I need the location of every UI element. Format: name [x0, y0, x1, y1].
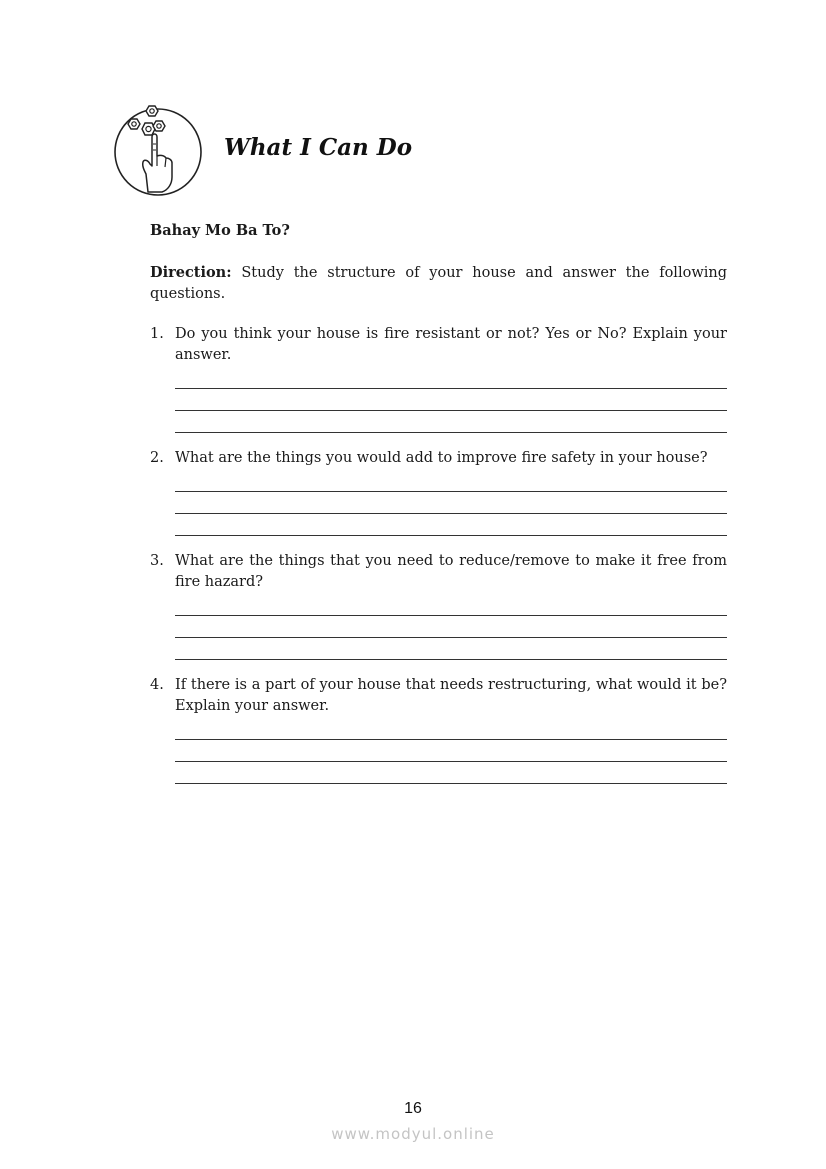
activity-title: Bahay Mo Ba To?	[150, 222, 290, 239]
question-number: 4.	[150, 677, 164, 693]
question-text: Do you think your house is fire resistant or not? Yes or No? Explain your answer.	[175, 326, 727, 363]
question-2	[150, 448, 727, 536]
answer-lines[interactable]	[175, 470, 727, 536]
question-4	[150, 675, 727, 784]
answer-line[interactable]	[175, 616, 727, 638]
answer-line[interactable]	[175, 470, 727, 492]
answer-line[interactable]	[175, 740, 727, 762]
question-number: 1.	[150, 326, 164, 342]
answer-line[interactable]	[175, 638, 727, 660]
answer-line[interactable]	[175, 514, 727, 536]
question-3	[150, 551, 727, 660]
answer-line[interactable]	[175, 718, 727, 740]
question-text: What are the things that you need to reduce/remove to make it free from fire hazard?	[175, 553, 727, 590]
watermark: www.modyul.online	[331, 1125, 495, 1143]
section-logo	[112, 104, 204, 196]
direction-text: Study the structure of your house and answer the following questions.	[150, 265, 727, 302]
answer-lines[interactable]	[175, 367, 727, 433]
section-title: What I Can Do	[224, 134, 413, 161]
hand-with-nuts-icon	[112, 104, 204, 196]
question-number: 2.	[150, 450, 164, 466]
direction-label: Direction:	[150, 264, 232, 281]
question-number: 3.	[150, 553, 164, 569]
question-1	[150, 324, 727, 433]
answer-line[interactable]	[175, 411, 727, 433]
answer-line[interactable]	[175, 492, 727, 514]
page-number: 16	[404, 1100, 422, 1117]
question-text: If there is a part of your house that needs restructuring, what would it be? Explain your answer.	[175, 677, 727, 714]
answer-lines[interactable]	[175, 718, 727, 784]
answer-line[interactable]	[175, 389, 727, 411]
answer-line[interactable]	[175, 762, 727, 784]
answer-line[interactable]	[175, 367, 727, 389]
question-text: What are the things you would add to improve fire safety in your house?	[175, 450, 708, 466]
direction-paragraph	[150, 262, 727, 305]
answer-lines[interactable]	[175, 594, 727, 660]
answer-line[interactable]	[175, 594, 727, 616]
